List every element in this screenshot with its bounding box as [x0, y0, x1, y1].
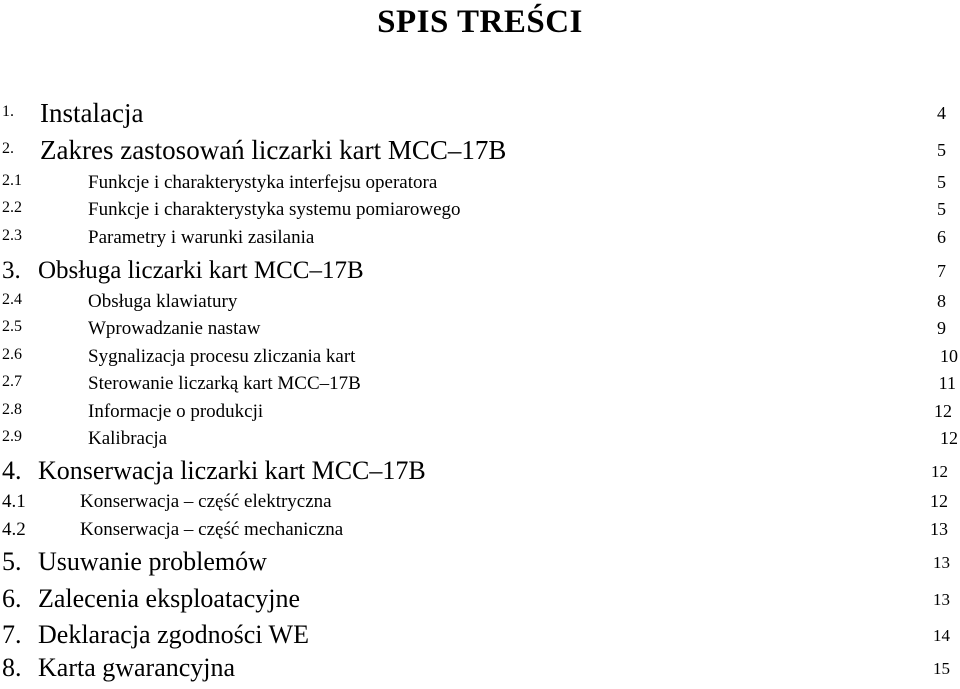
- toc-entry-number: 7.: [2, 620, 22, 649]
- toc-entry-page: 12: [930, 491, 948, 511]
- toc-entry-label: Sygnalizacja procesu zliczania kart: [88, 346, 356, 367]
- toc-entry-label: Usuwanie problemów: [38, 547, 267, 576]
- toc-entry-label: Instalacja: [40, 98, 144, 128]
- toc-entry-page: 13: [930, 519, 948, 539]
- toc-entry-page: 7: [937, 261, 946, 281]
- toc-entry-number: 3.: [2, 257, 21, 284]
- toc-entry-page: 12: [934, 401, 952, 421]
- toc-entry-label: Wprowadzanie nastaw: [88, 318, 261, 339]
- toc-entry-page: 5: [937, 199, 946, 219]
- toc-entry-label: Zalecenia eksploatacyjne: [38, 584, 301, 613]
- toc-entry-label: Obsługa klawiatury: [88, 291, 238, 312]
- toc-entry-page: 13: [933, 590, 950, 609]
- toc-entry-label: Obsługa liczarki kart MCC–17B: [38, 257, 364, 284]
- toc-entry-number: 2.6: [2, 346, 22, 363]
- toc-entry-page: 12: [931, 462, 948, 481]
- toc-entry-number: 2.9: [2, 428, 22, 445]
- toc-entry-number: 6.: [2, 584, 22, 613]
- toc-entry-number: 4.2: [2, 519, 26, 540]
- toc-entry-number: 1.: [2, 103, 14, 120]
- page-title: SPIS TREŚCI: [377, 4, 583, 40]
- toc-entry-page: 8: [937, 291, 946, 311]
- toc-entry-page: 13: [933, 553, 950, 572]
- toc-entry-number: 2.2: [2, 199, 22, 216]
- toc-entry-label: Zakres zastosowań liczarki kart MCC–17B: [40, 135, 507, 165]
- toc-entry-label: Sterowanie liczarką kart MCC–17B: [88, 373, 361, 394]
- toc-entry-number: 4.: [2, 456, 22, 485]
- toc-entry-page: 15: [933, 659, 950, 678]
- toc-entry-number: 5.: [2, 547, 22, 576]
- toc-entry-number: 2.: [2, 140, 14, 157]
- toc-entry-page: 9: [937, 318, 946, 338]
- toc-entry-number: 2.7: [2, 373, 22, 390]
- toc-entry-page: 10: [940, 346, 958, 366]
- toc-entry-label: Informacje o produkcji: [88, 401, 264, 422]
- toc-entry-label: Deklaracja zgodności WE: [38, 620, 309, 649]
- toc-entry-label: Funkcje i charakterystyka interfejsu operatora: [88, 172, 438, 193]
- toc-entry-number: 2.8: [2, 401, 22, 418]
- toc-entry-label: Funkcje i charakterystyka systemu pomiarowego: [88, 199, 461, 220]
- toc-entry-page: 5: [937, 140, 946, 160]
- toc-entry-number: 2.1: [2, 172, 22, 189]
- toc-entry-number: 4.1: [2, 491, 26, 512]
- toc-entry-number: 2.5: [2, 318, 22, 335]
- toc-entry-page: 6: [937, 227, 946, 247]
- toc-entry-label: Karta gwarancyjna: [38, 653, 236, 682]
- toc-entry-label: Kalibracja: [88, 428, 168, 449]
- toc-entry-label: Konserwacja – część mechaniczna: [80, 519, 344, 540]
- toc-entry-page: 12: [940, 428, 958, 448]
- toc-entry-page: 4: [937, 103, 946, 123]
- toc-entry-number: 2.4: [2, 291, 22, 308]
- toc-entry-page: 5: [937, 172, 946, 192]
- toc-entry-number: 8.: [2, 653, 22, 682]
- toc-entry-page: 11: [938, 373, 956, 393]
- toc-entry-page: 14: [933, 626, 950, 645]
- toc-entry-label: Parametry i warunki zasilania: [88, 227, 315, 248]
- toc-entry-label: Konserwacja – część elektryczna: [80, 491, 332, 512]
- toc-entry-number: 2.3: [2, 227, 22, 244]
- toc-entry-label: Konserwacja liczarki kart MCC–17B: [38, 456, 426, 485]
